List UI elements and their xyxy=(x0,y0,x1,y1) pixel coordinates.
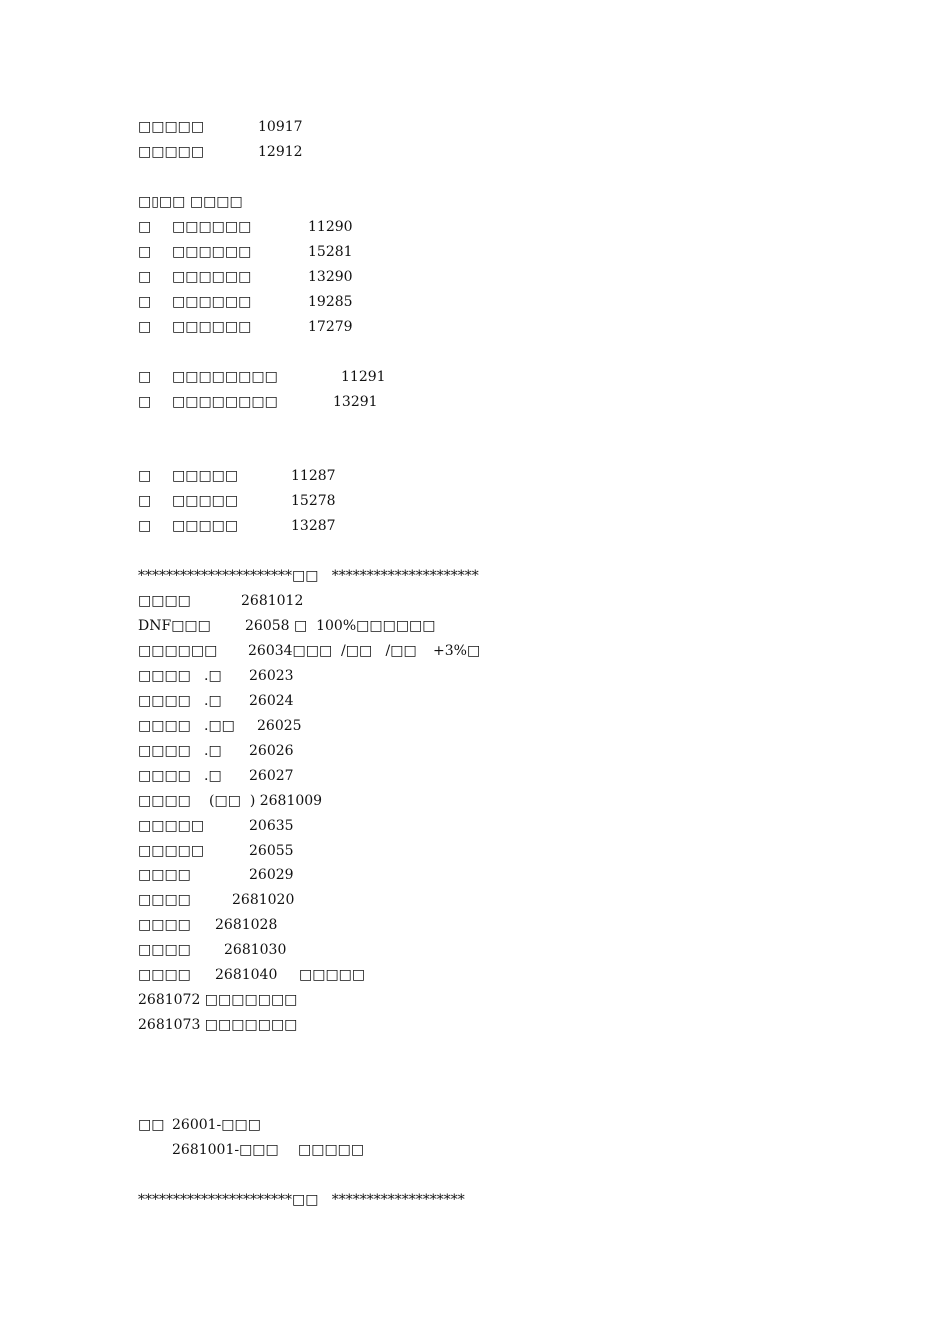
doc-line: □ □□□□□ 11287 xyxy=(138,468,336,484)
doc-line: DNF□□□ 26058 □ 100%□□□□□□ xyxy=(138,618,436,634)
doc-line: □□□□□ 12912 xyxy=(138,144,303,160)
separator-line: **********************□□ ******************* xyxy=(138,1192,465,1208)
doc-line: □□□□ (□□ ) 2681009 xyxy=(138,793,323,809)
doc-line: □□□□ .□ 26023 xyxy=(138,668,294,684)
doc-line: □□ 26001-□□□ xyxy=(138,1117,261,1133)
doc-line: □ □□□□□□ 11290 xyxy=(138,219,353,235)
doc-line: □ □□□□□□ 17279 xyxy=(138,319,353,335)
doc-line: 2681072 □□□□□□□ xyxy=(138,992,298,1008)
doc-line: □□□□ .□ 26024 xyxy=(138,693,294,709)
doc-line: □□□□□ 20635 xyxy=(138,818,294,834)
doc-line: 2681073 □□□□□□□ xyxy=(138,1017,298,1033)
doc-line: □ □□□□□ 13287 xyxy=(138,518,336,534)
doc-line: □□□□ .□ 26026 xyxy=(138,743,294,759)
doc-line: □□□□ 2681028 xyxy=(138,917,278,933)
doc-line: □ □□□□□□ 15281 xyxy=(138,244,353,260)
doc-line: □□□□ 2681020 xyxy=(138,892,295,908)
doc-line: □□□□□ 10917 xyxy=(138,119,303,135)
doc-line: □ □□□□□□ 19285 xyxy=(138,294,353,310)
doc-line: □□□□ 26029 xyxy=(138,867,294,883)
doc-line: □□□□□□ 26034□□□ /□□ /□□ +3%□ xyxy=(138,643,481,659)
doc-line: □ □□□□□□□□ 13291 xyxy=(138,394,378,410)
section-heading: □▯□□ □□□□ xyxy=(138,194,243,210)
doc-line: □ □□□□□ 15278 xyxy=(138,493,336,509)
doc-line: □□□□ .□ 26027 xyxy=(138,768,294,784)
separator-line: **********************□□ ********************* xyxy=(138,568,479,584)
doc-line: □□□□ 2681030 xyxy=(138,942,287,958)
doc-line: □ □□□□□□□□ 11291 xyxy=(138,369,386,385)
doc-line: □□□□ 2681012 xyxy=(138,593,304,609)
doc-line: □□□□ 2681040 □□□□□ xyxy=(138,967,366,983)
doc-line: □□□□ .□□ 26025 xyxy=(138,718,302,734)
doc-line: □ □□□□□□ 13290 xyxy=(138,269,353,285)
doc-line: □□□□□ 26055 xyxy=(138,843,294,859)
doc-line: 2681001-□□□ □□□□□ xyxy=(172,1142,365,1158)
